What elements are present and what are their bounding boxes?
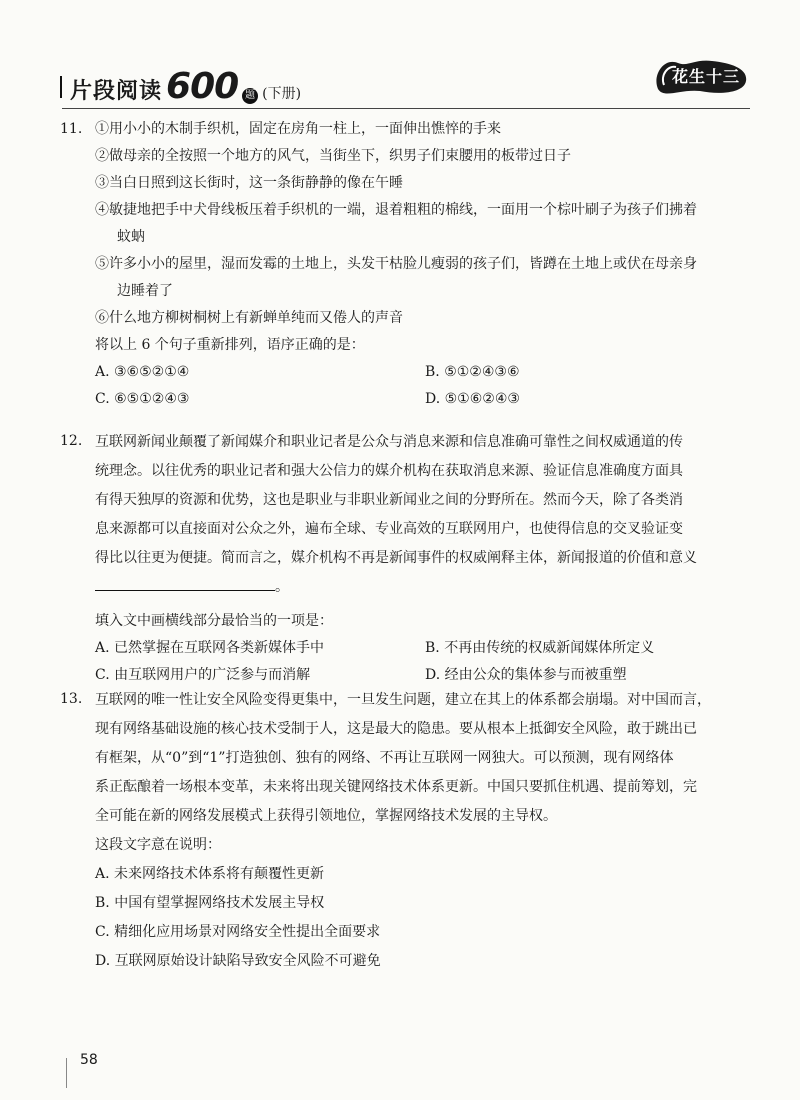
option-c[interactable]: C. 由互联网用户的广泛参与而消解 [95,667,311,683]
option-d[interactable]: D. 互联网原始设计缺陷导致安全风险不可避免 [95,953,381,969]
paragraph-line: 互联网的唯一性让安全风险变得更集中，一旦发生问题，建立在其上的体系都会崩塌。对中国而言， [95,692,711,708]
question-prompt: 这段文字意在说明： [95,837,221,853]
sentence-line: 蚊蚋 [117,229,145,245]
ti-badge: 题 [242,88,258,104]
option-c[interactable]: C. ⑥⑤①②④③ [95,391,190,407]
sentence-line: 边睡着了 [117,283,173,299]
question-12 [60,428,760,689]
header-divider [62,108,750,109]
question-prompt: 将以上 6 个句子重新排列，语序正确的是： [95,337,365,353]
page-header [0,0,800,110]
question-11 [60,116,760,413]
title-bar-mark [60,76,62,98]
question-number: 11. [60,121,83,137]
fill-in-blank [95,573,760,602]
question-number: 13. [60,691,83,707]
book-title [60,66,301,107]
option-b[interactable]: B. ⑤①②④③⑥ [425,364,520,380]
paragraph-line: 现有网络基础设施的核心技术受制于人，这是最大的隐患。要从根本上抵御安全风险，敢于跳出已 [95,721,697,737]
options [95,635,760,689]
blank-line [95,576,275,591]
question-prompt: 填入文中画横线部分最恰当的一项是： [95,613,333,629]
option-d[interactable]: D. 经由公众的集体参与而被重塑 [425,667,627,683]
paragraph-line: 统理念。以往优秀的职业记者和强大公信力的媒介机构在获取消息来源、验证信息准确度方面具 [95,463,683,479]
paragraph-line: 系正酝酿着一场根本变革，未来将出现关键网络技术体系更新。中国只要抓住机遇、提前筹划，完 [95,779,697,795]
book-name: 片段阅读 [70,78,163,104]
volume-label: (下册) [262,86,302,102]
sentence-line: ②做母亲的全按照一个地方的风气，当街坐下，织男子们束腰用的板带过日子 [95,148,571,164]
option-b[interactable]: B. 不再由传统的权威新闻媒体所定义 [425,640,655,656]
paragraph-line: 息来源都可以直接面对公众之外，遍布全球、专业高效的互联网用户，也使得信息的交叉验证变 [95,521,683,537]
paragraph-line: 全可能在新的网络发展模式上获得引领地位，掌握网络技术发展的主导权。 [95,808,557,824]
blank-end: 。 [275,579,289,595]
question-13 [60,686,760,976]
option-c[interactable]: C. 精细化应用场景对网络安全性提出全面要求 [95,924,381,940]
sentence-line: ⑥什么地方柳树桐树上有新蝉单纯而又倦人的声音 [95,310,403,326]
book-number: 600 [166,66,239,107]
option-a[interactable]: A. 已然掌握在互联网各类新媒体手中 [95,640,325,656]
sentence-line: ④敏捷地把手中犬骨线板压着手织机的一端，退着粗粗的棉线，一面用一个棕叶刷子为孩子们拂着 [95,202,697,218]
sentence-line: ③当白日照到这长街时，这一条街静静的像在午睡 [95,175,403,191]
paragraph-line: 有得天独厚的资源和优势，这也是职业与非职业新闻业之间的分野所在。然而今天，除了各类消 [95,492,683,508]
page-margin-mark [66,1058,67,1088]
option-a[interactable]: A. ③⑥⑤②①④ [95,364,190,380]
options [95,359,760,413]
sentence-line: ⑤许多小小的屋里，湿而发霉的土地上，头发干枯脸儿瘦弱的孩子们，皆蹲在土地上或伏在母亲身 [95,256,697,272]
option-b[interactable]: B. 中国有望掌握网络技术发展主导权 [95,895,325,911]
paragraph-line: 得比以往更为便捷。简而言之，媒介机构不再是新闻事件的权威阐释主体，新闻报道的价值和意义 [95,550,697,566]
page-number: 58 [80,1052,98,1068]
option-a[interactable]: A. 未来网络技术体系将有颠覆性更新 [95,866,325,882]
option-d[interactable]: D. ⑤①⑥②④③ [425,391,520,407]
logo-text: 花生十三 [672,67,741,86]
options [95,860,760,976]
sentence-line: ①用小小的木制手织机，固定在房角一柱上，一面伸出憔悴的手来 [95,121,501,137]
paragraph-line: 互联网新闻业颠覆了新闻媒介和职业记者是公众与消息来源和信息准确可靠性之间权威通道的传 [95,434,683,450]
question-number: 12. [60,433,83,449]
paragraph-line: 有框架，从“0”到“1”打造独创、独有的网络、不再让互联网一网独大。可以预测，现有网络体 [95,750,674,766]
